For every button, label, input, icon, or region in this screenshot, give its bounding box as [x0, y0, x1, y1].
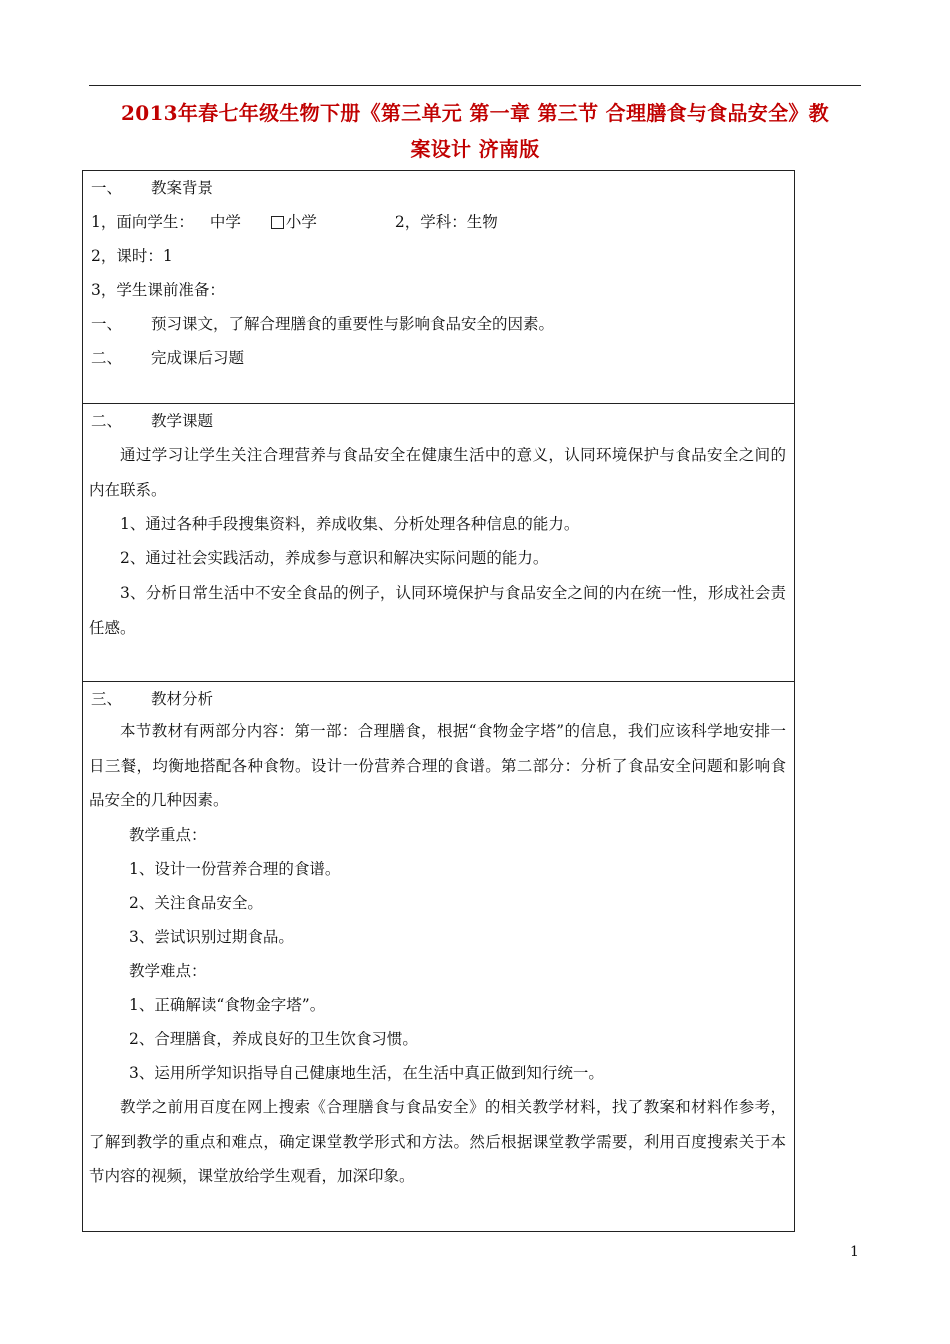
key-label: 教学重点： — [129, 826, 207, 844]
section-heading: 一、 教案背景 — [91, 179, 214, 197]
analysis-closing: 教学之前用百度在网上搜索《合理膳食与食品安全》的相关教学材料，找了教案和材料作参考，了解到教学的重点和难点，确定课堂教学形式和方法。然后根据课堂教学需要，利用百度搜索关于本节内容的视频，课堂放给学生观看，加深印象。 — [89, 1098, 786, 1185]
analysis-intro: 本节教材有两部分内容：第一部：合理膳食，根据“食物金字塔”的信息，我们应该科学地安排一日三餐，均衡地搭配各种食物。设计一份营养合理的食谱。第二部分：分析了食品安全问题和影响食品安全的几种因素。 — [89, 722, 786, 809]
title-line-1: 2013年春七年级生物下册《第三单元 第一章 第三节 合理膳食与食品安全》教 — [121, 101, 829, 125]
lesson-plan-table — [82, 170, 795, 1232]
section-topic — [83, 403, 794, 681]
prep-item: 一、 预习课文，了解合理膳食的重要性与影响食品安全的因素。 — [91, 315, 555, 333]
key-point: 1、设计一份营养合理的食谱。 — [129, 860, 341, 878]
topic-item: 1、通过各种手段搜集资料，养成收集、分析处理各种信息的能力。 — [120, 515, 580, 533]
topic-intro: 通过学习让学生关注合理营养与食品安全在健康生活中的意义，认同环境保护与食品安全之间的内在联系。 — [89, 446, 786, 499]
audience-row: 1，面向学生： 中学 小学 2，学科：生物 — [91, 213, 498, 231]
checkbox-icon — [271, 216, 284, 229]
prep-item: 二、 完成课后习题 — [91, 349, 245, 367]
title-line-2: 案设计 济南版 — [410, 137, 540, 161]
section-analysis — [83, 681, 794, 1231]
page-number: 1 — [850, 1244, 859, 1260]
difficulty-label: 教学难点： — [129, 962, 207, 980]
section-heading: 二、 教学课题 — [91, 412, 214, 430]
page-title — [60, 95, 890, 167]
topic-item: 2、通过社会实践活动，养成参与意识和解决实际问题的能力。 — [120, 549, 549, 567]
difficulty-item: 3、运用所学知识指导自己健康地生活，在生活中真正做到知行统一。 — [129, 1064, 604, 1082]
key-point: 3、尝试识别过期食品。 — [129, 928, 294, 946]
difficulty-item: 1、正确解读“食物金字塔”。 — [129, 996, 326, 1014]
section-background — [83, 171, 794, 403]
difficulty-item: 2、合理膳食，养成良好的卫生饮食习惯。 — [129, 1030, 418, 1048]
section-heading: 三、 教材分析 — [91, 690, 214, 708]
header-rule — [89, 85, 861, 86]
hours-row: 2，课时：1 — [91, 247, 173, 265]
topic-item: 3、分析日常生活中不安全食品的例子，认同环境保护与食品安全之间的内在统一性，形成社会责任感。 — [89, 584, 786, 637]
key-point: 2、关注食品安全。 — [129, 894, 263, 912]
prep-row: 3，学生课前准备： — [91, 281, 225, 299]
